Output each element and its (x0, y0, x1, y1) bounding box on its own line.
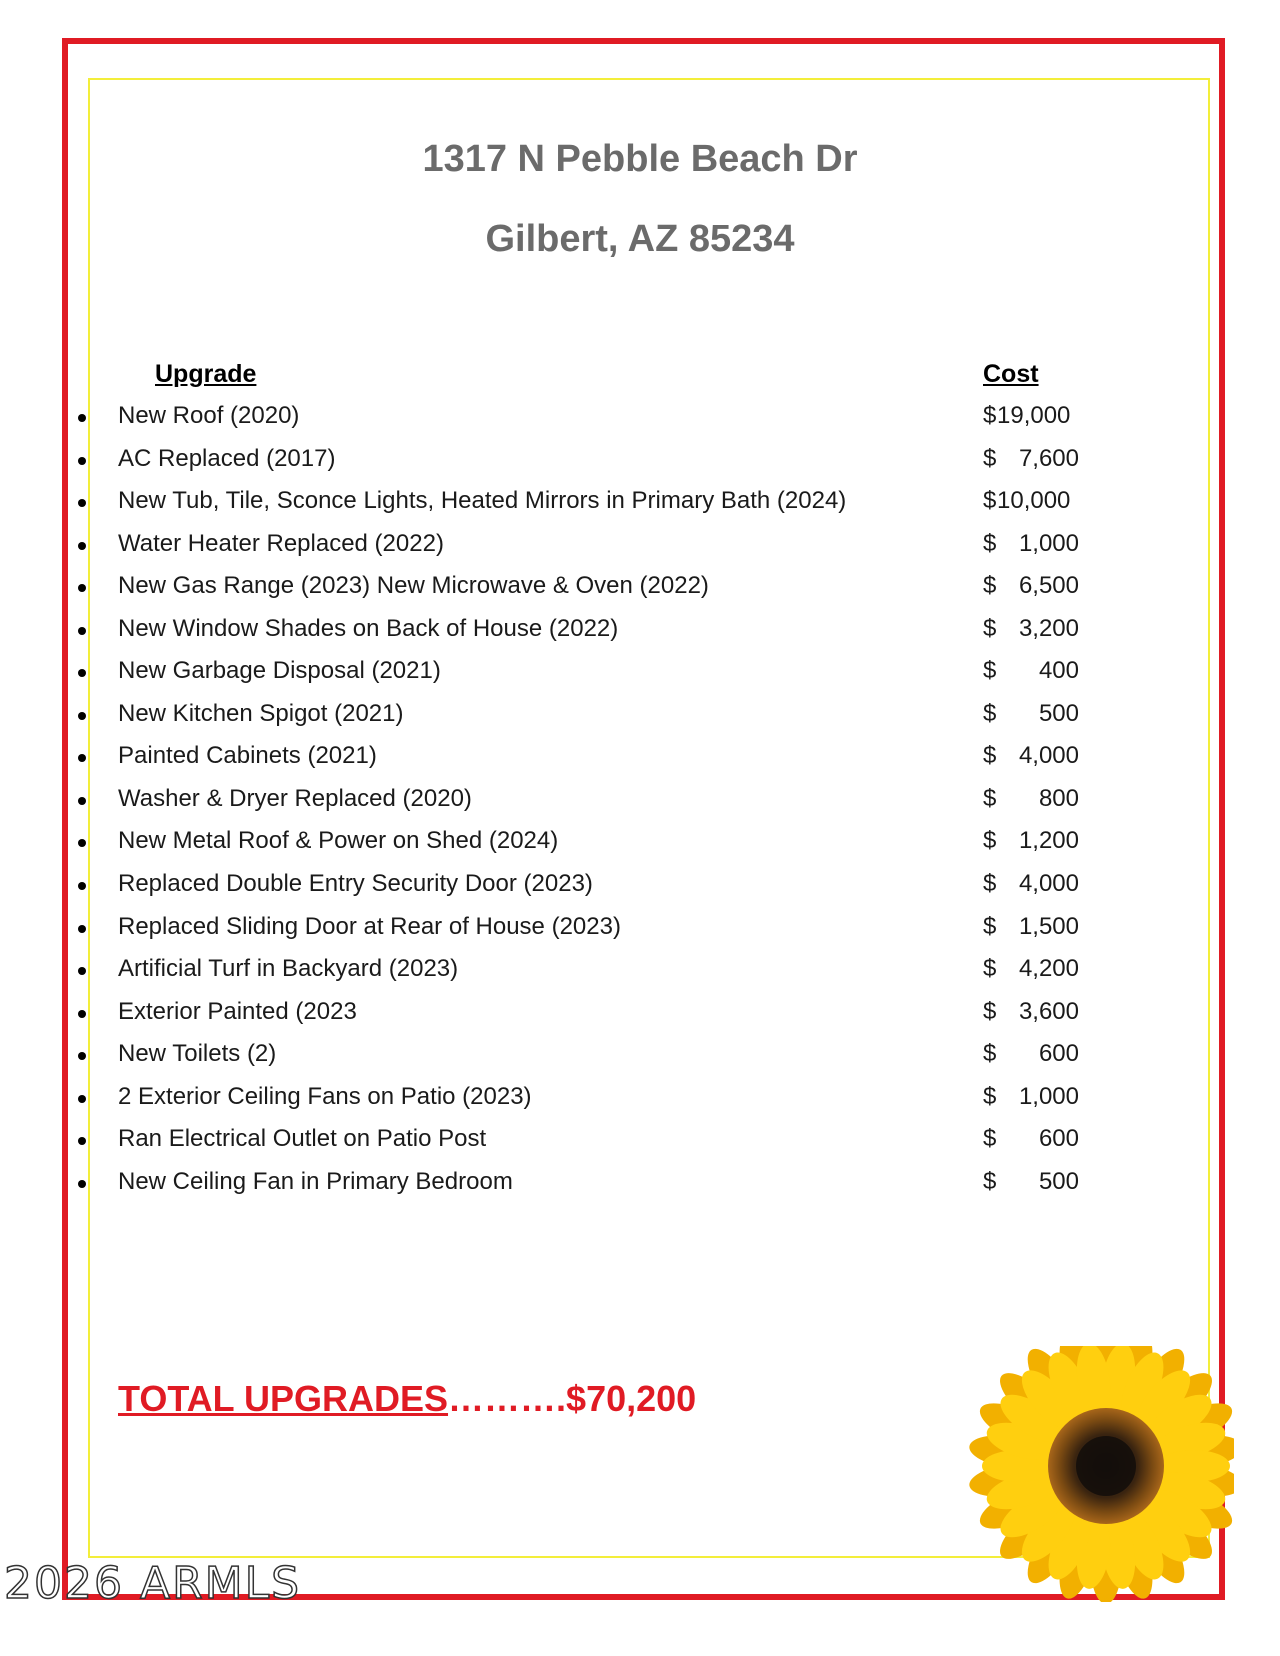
upgrade-label: New Garbage Disposal (2021) (118, 657, 441, 685)
bullet-icon (78, 797, 86, 805)
upgrade-label: 2 Exterior Ceiling Fans on Patio (2023) (118, 1082, 532, 1110)
cost-dollar: $ (983, 614, 997, 642)
bullet-icon (78, 1052, 86, 1060)
cost-dollar: $ (983, 912, 997, 940)
cost-amount: 4,000 (1018, 742, 1079, 770)
list-item (0, 870, 1280, 913)
upgrade-list (0, 402, 1280, 1210)
sunflower-image (966, 1346, 1234, 1602)
list-item (0, 998, 1280, 1041)
upgrade-label: New Toilets (2) (118, 1040, 277, 1068)
upgrade-label: New Roof (2020) (118, 402, 300, 429)
cost-dollar: $ (983, 784, 997, 812)
cost-amount: 3,600 (1018, 997, 1079, 1025)
list-item (0, 657, 1280, 700)
upgrade-label: Exterior Painted (2023 (118, 997, 357, 1025)
cost-amount: 1,200 (1018, 827, 1079, 855)
cost-amount: 800 (1038, 784, 1079, 812)
bullet-icon (78, 1095, 86, 1103)
cost-amount: 1,000 (1018, 529, 1079, 557)
list-item (0, 1083, 1280, 1126)
bullet-icon (78, 542, 86, 550)
total-amount: $70,200 (566, 1378, 697, 1419)
cost-dollar: $ (983, 827, 997, 855)
total-label: TOTAL UPGRADES (118, 1378, 449, 1419)
upgrade-label: Washer & Dryer Replaced (2020) (118, 784, 472, 812)
cost-amount: 500 (1038, 1167, 1079, 1195)
bullet-icon (78, 925, 86, 933)
cost-amount: 400 (1038, 657, 1079, 685)
bullet-icon (78, 839, 86, 847)
bullet-icon (78, 712, 86, 720)
list-item (0, 487, 1280, 530)
list-item (0, 742, 1280, 785)
bullet-icon (78, 414, 86, 422)
column-header-upgrade: Upgrade (155, 360, 257, 388)
upgrade-label: Replaced Double Entry Security Door (2023) (118, 870, 593, 898)
cost-dollar: $ (983, 699, 997, 727)
cost-dollar: $ (983, 529, 997, 557)
upgrade-label: New Kitchen Spigot (2021) (118, 699, 404, 727)
list-item (0, 572, 1280, 615)
cost-amount: 6,500 (1018, 572, 1079, 600)
bullet-icon (78, 882, 86, 890)
cost-amount: 3,200 (1018, 614, 1079, 642)
cost-dollar: $ (983, 572, 997, 600)
address-line-2: Gilbert, AZ 85234 (485, 218, 795, 260)
upgrade-label: New Ceiling Fan in Primary Bedroom (118, 1167, 513, 1195)
upgrade-label: AC Replaced (2017) (118, 444, 336, 472)
total-dots: ………. (448, 1378, 567, 1419)
upgrade-label: New Tub, Tile, Sconce Lights, Heated Mirrors in Primary Bath (2024) (118, 487, 847, 515)
bullet-icon (78, 1010, 86, 1018)
cost-dollar: $ (983, 870, 997, 898)
list-item (0, 1168, 1280, 1211)
cost-dollar: $ (983, 997, 997, 1025)
total-upgrades (118, 1378, 696, 1420)
list-item (0, 1040, 1280, 1083)
upgrade-label: Replaced Sliding Door at Rear of House (2023) (118, 912, 621, 940)
watermark: 2026 ARMLS (4, 1558, 302, 1609)
upgrade-label: New Gas Range (2023) New Microwave & Oven (2022) (118, 572, 709, 600)
bullet-icon (78, 584, 86, 592)
bullet-icon (78, 499, 86, 507)
upgrade-label: Painted Cabinets (2021) (118, 742, 377, 770)
upgrade-label: New Window Shades on Back of House (2022) (118, 614, 619, 642)
list-item (0, 785, 1280, 828)
cost-dollar: $ (983, 1167, 997, 1195)
list-item (0, 827, 1280, 870)
list-item (0, 955, 1280, 998)
cost-amount: 7,600 (1018, 444, 1079, 472)
cost-dollar: $ (983, 1125, 997, 1153)
upgrade-label: Ran Electrical Outlet on Patio Post (118, 1125, 487, 1153)
cost-amount: 4,200 (1018, 955, 1079, 983)
list-item (0, 615, 1280, 658)
list-item (0, 402, 1280, 445)
list-item (0, 913, 1280, 956)
cost-amount: 19,000 (997, 402, 1071, 429)
column-header-cost: Cost (983, 360, 1039, 388)
cost-amount: 500 (1038, 699, 1079, 727)
bullet-icon (78, 627, 86, 635)
bullet-icon (78, 967, 86, 975)
cost-dollar: $ (983, 657, 997, 685)
bullet-icon (78, 669, 86, 677)
cost-amount: 600 (1038, 1125, 1079, 1153)
cost-dollar: $ (983, 742, 997, 770)
list-item (0, 1125, 1280, 1168)
bullet-icon (78, 754, 86, 762)
cost-dollar: $ (983, 955, 997, 983)
address-line-1: 1317 N Pebble Beach Dr (422, 138, 858, 180)
cost-amount: 4,000 (1018, 870, 1079, 898)
cost-dollar: $ (983, 444, 997, 472)
cost-amount: 1,500 (1018, 912, 1079, 940)
upgrade-label: Artificial Turf in Backyard (2023) (118, 955, 459, 983)
cost-dollar: $ (983, 1082, 997, 1110)
cost-dollar: $ (983, 487, 997, 515)
upgrade-label: New Metal Roof & Power on Shed (2024) (118, 827, 559, 855)
cost-amount: 10,000 (997, 487, 1071, 515)
bullet-icon (78, 1180, 86, 1188)
cost-dollar: $ (983, 402, 997, 429)
bullet-icon (78, 1137, 86, 1145)
upgrade-label: Water Heater Replaced (2022) (118, 529, 444, 557)
list-item (0, 700, 1280, 743)
list-item (0, 445, 1280, 488)
list-item (0, 530, 1280, 573)
cost-amount: 1,000 (1018, 1082, 1079, 1110)
cost-dollar: $ (983, 1040, 997, 1068)
bullet-icon (78, 457, 86, 465)
cost-amount: 600 (1038, 1040, 1079, 1068)
